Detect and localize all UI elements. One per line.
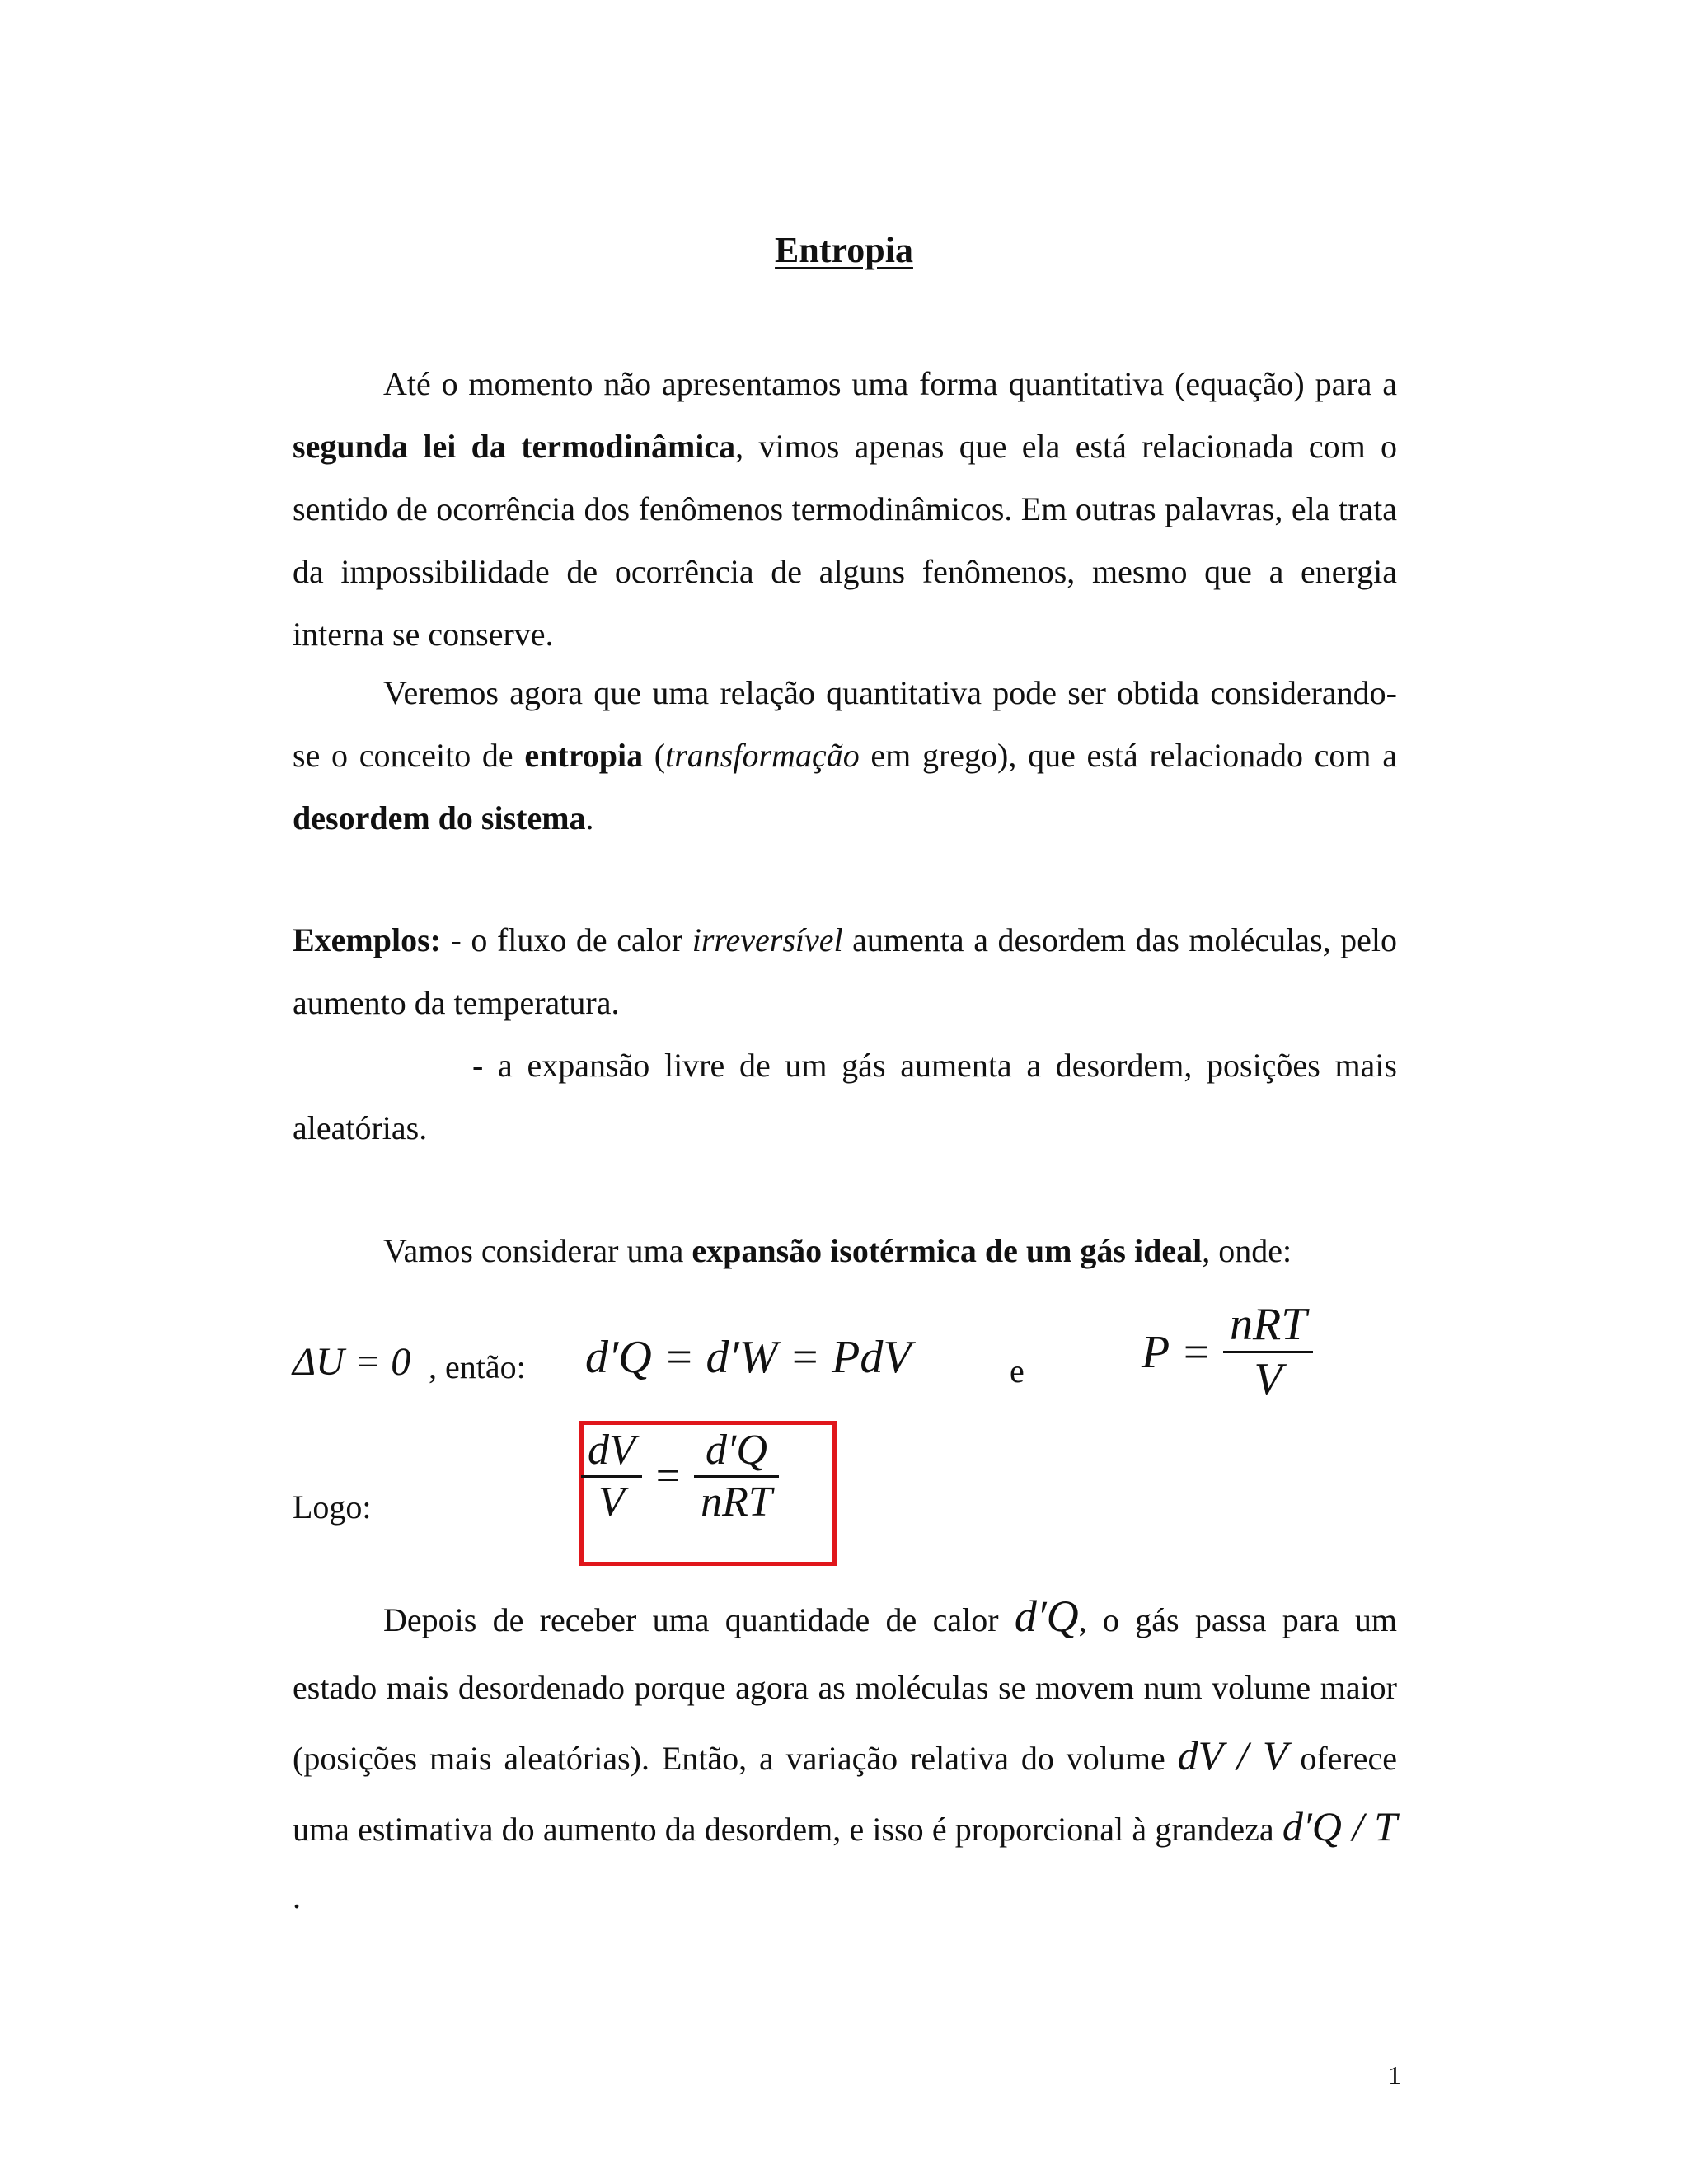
pressure-lhs: P = — [1142, 1326, 1212, 1378]
boxed-right-fraction — [694, 1426, 779, 1527]
example1-text-c: aumenta a desordem das moléculas, pelo aumento da temperatura. — [293, 921, 1398, 1021]
example1-italic: irreversível — [692, 921, 843, 958]
equation-heat-work: d′Q = d′W = PdV — [585, 1332, 912, 1383]
pressure-fraction — [1223, 1298, 1313, 1407]
equation-and-text: e — [1010, 1352, 1025, 1390]
examples-label: Exemplos: — [293, 921, 441, 958]
disorder-math-dv-v: dV / V — [1177, 1732, 1288, 1779]
paragraph-entropy — [293, 662, 1397, 850]
equation-then-text: , então: — [429, 1348, 526, 1385]
equation-pressure — [1142, 1298, 1313, 1407]
pressure-denominator: V — [1254, 1354, 1282, 1406]
boxed-right-denominator: nRT — [701, 1478, 772, 1526]
intro-bold: segunda lei da termodinâmica — [293, 428, 736, 465]
examples-item-1 — [293, 909, 1397, 1034]
equation-boxed — [581, 1426, 779, 1527]
logo-label: Logo: — [293, 1488, 372, 1526]
pressure-numerator: nRT — [1229, 1299, 1307, 1350]
boxed-equals: = — [655, 1452, 681, 1500]
equation-delta-u: ΔU = 0 — [293, 1340, 411, 1384]
page-number: 1 — [1388, 2060, 1401, 2090]
intro-text-a: Até o momento não apresentamos uma forma quantitativa (equação) para a — [383, 365, 1397, 402]
disorder-math-dq-t: d′Q / T — [1282, 1803, 1397, 1849]
disorder-text-g: . — [293, 1878, 301, 1915]
isothermal-text-a: Vamos considerar uma — [383, 1232, 692, 1269]
isothermal-bold: expansão isotérmica de um gás ideal — [692, 1232, 1203, 1269]
entropy-text-e: em grego), que está relacionado com a — [859, 737, 1398, 774]
boxed-left-fraction — [581, 1426, 642, 1527]
title-text: Entropia — [775, 230, 913, 270]
disorder-math-dq: d′Q — [1014, 1591, 1079, 1641]
boxed-left-numerator: dV — [588, 1427, 635, 1474]
boxed-right-numerator: d′Q — [705, 1427, 767, 1474]
entropy-bold-disorder: desordem do sistema — [293, 799, 586, 837]
disorder-text-c: , o gás passa para um estado mais desordenado porque agora as moléculas se movem num volume maior (posições mais aleatórias). Então, a variação relativa do volume — [293, 1601, 1398, 1777]
disorder-text-a: Depois de receber uma quantidade de calor — [383, 1601, 1015, 1638]
entropy-bold: entropia — [524, 737, 644, 774]
example1-text-a: - o fluxo de calor — [441, 921, 692, 958]
examples-item-2 — [293, 1034, 1397, 1160]
paragraph-intro — [293, 353, 1397, 666]
entropy-text-a: Veremos agora que uma relação quantitativa pode ser obtida considerando-se o conceito de — [293, 674, 1397, 774]
page-title — [0, 229, 1688, 271]
isothermal-text-c: , onde: — [1202, 1232, 1292, 1269]
paragraph-isothermal — [293, 1220, 1397, 1282]
example2-text: - a expansão livre de um gás aumenta a desordem, posições mais aleatórias. — [293, 1047, 1397, 1146]
intro-text-c: , vimos apenas que ela está relacionada com o sentido de ocorrência dos fenômenos termodinâmicos. Em outras palavras, ela trata da impossibilidade de ocorrência de alguns fenômenos, mesmo que a energia interna se conserve. — [293, 428, 1397, 653]
disorder-text-e: oferece uma estimativa do aumento da desordem, e isso é proporcional à grandeza — [293, 1740, 1397, 1848]
paragraph-disorder — [293, 1582, 1397, 1931]
boxed-left-denominator: V — [598, 1478, 625, 1526]
entropy-text-c: ( — [643, 737, 666, 774]
entropy-italic: transformação — [665, 737, 860, 774]
entropy-text-g: . — [585, 799, 594, 837]
